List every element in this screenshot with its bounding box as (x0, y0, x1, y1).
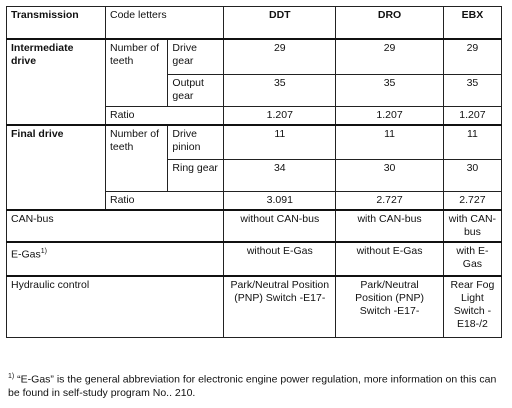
egas-footnote-marker: 1) (40, 247, 47, 255)
canbus-label: CAN-bus (7, 210, 224, 242)
ring-gear-value: 30 (443, 159, 501, 191)
hydraulic-value: Park/Neutral Position (PNP) Switch -E17- (224, 276, 336, 338)
intermediate-ratio-label: Ratio (106, 107, 224, 126)
output-gear-value: 35 (224, 75, 336, 107)
final-drive-pinion-row (7, 125, 502, 159)
output-gear-value: 35 (443, 75, 501, 107)
final-ratio-value: 3.091 (224, 191, 336, 210)
drive-pinion-label: Drive pinion (168, 125, 224, 159)
hydraulic-label: Hydraulic control (7, 276, 224, 338)
canbus-value: with CAN-bus (443, 210, 501, 242)
final-ratio-value: 2.727 (336, 191, 444, 210)
drive-pinion-value: 11 (224, 125, 336, 159)
code-ebx: EBX (443, 7, 501, 39)
hydraulic-value: Rear Fog Light Switch -E18-/2 (443, 276, 501, 338)
egas-label: E-Gas (11, 248, 41, 260)
drive-gear-value: 29 (443, 39, 501, 75)
drive-gear-value: 29 (336, 39, 444, 75)
final-drive-label: Final drive (7, 125, 106, 210)
drive-pinion-value: 11 (336, 125, 444, 159)
header-row (7, 7, 502, 39)
drive-pinion-value: 11 (443, 125, 501, 159)
final-teeth-label: Number of teeth (106, 125, 168, 191)
egas-value: without E-Gas (224, 242, 336, 276)
transmission-header: Transmission (7, 7, 106, 39)
footnote (8, 370, 504, 400)
drive-gear-value: 29 (224, 39, 336, 75)
ring-gear-value: 34 (224, 159, 336, 191)
final-ratio-value: 2.727 (443, 191, 501, 210)
drive-gear-label: Drive gear (168, 39, 224, 75)
intermediate-teeth-label: Number of teeth (106, 39, 168, 107)
intermediate-drive-gear-row (7, 39, 502, 75)
transmission-table (6, 6, 502, 338)
egas-value: without E-Gas (336, 242, 444, 276)
ring-gear-value: 30 (336, 159, 444, 191)
intermediate-drive-label: Intermediate drive (7, 39, 106, 126)
canbus-row (7, 210, 502, 242)
hydraulic-value: Park/Neutral Position (PNP) Switch -E17- (336, 276, 444, 338)
output-gear-label: Output gear (168, 75, 224, 107)
code-dro: DRO (336, 7, 444, 39)
egas-label-cell (7, 242, 224, 276)
hydraulic-row (7, 276, 502, 338)
egas-value: with E-Gas (443, 242, 501, 276)
final-ratio-label: Ratio (106, 191, 224, 210)
intermediate-ratio-value: 1.207 (336, 107, 444, 126)
canbus-value: without CAN-bus (224, 210, 336, 242)
intermediate-ratio-value: 1.207 (443, 107, 501, 126)
intermediate-ratio-value: 1.207 (224, 107, 336, 126)
footnote-marker: 1) (8, 373, 15, 380)
output-gear-value: 35 (336, 75, 444, 107)
egas-row (7, 242, 502, 276)
code-letters-header: Code letters (106, 7, 224, 39)
ring-gear-label: Ring gear (168, 159, 224, 191)
footnote-text: “E-Gas” is the general abbreviation for electronic engine power regulation, more information on this can be found in self-study program No.. 210. (8, 373, 497, 399)
canbus-value: with CAN-bus (336, 210, 444, 242)
code-ddt: DDT (224, 7, 336, 39)
